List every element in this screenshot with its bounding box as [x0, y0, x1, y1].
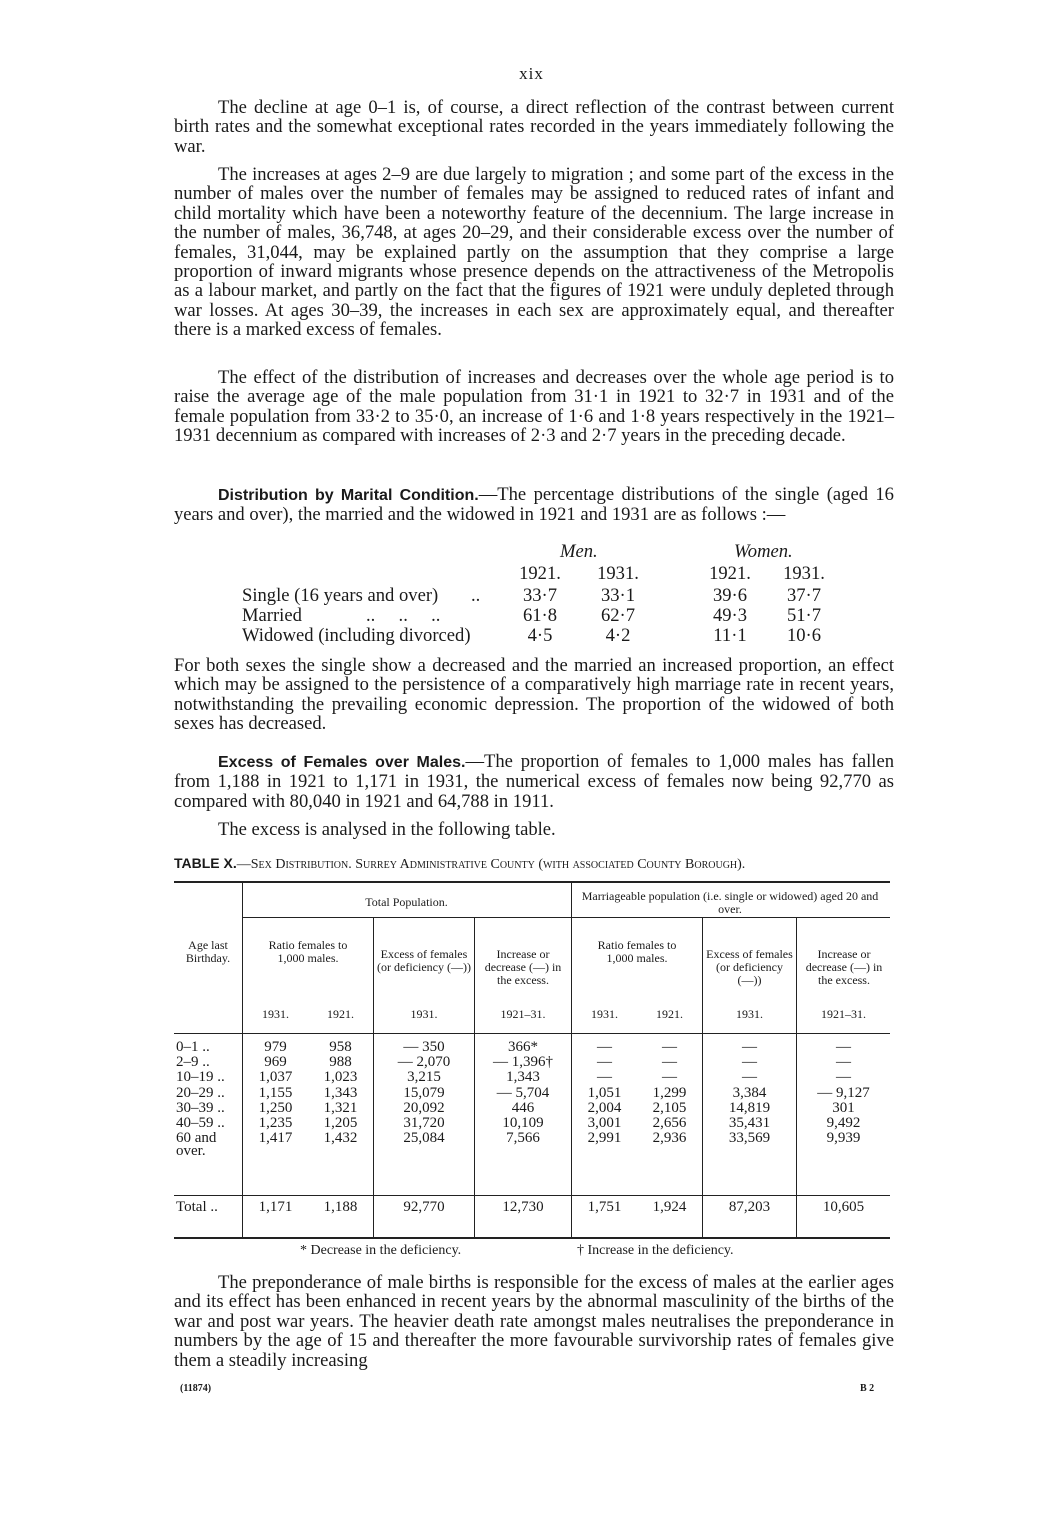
paragraph-marital-comment	[174, 656, 894, 734]
table-rule-header	[174, 1033, 890, 1034]
table-cell: — 5,704	[496, 1084, 550, 1101]
paragraph-marital-condition	[174, 485, 894, 525]
age-label: 0–1 ..	[176, 1039, 210, 1055]
table-cell: 33,569	[728, 1130, 771, 1147]
total-cell: 1,751	[587, 1199, 622, 1215]
column-header-increase: Increase or decrease (—) in the excess.	[484, 947, 562, 987]
value: 33·7	[522, 585, 558, 606]
table-cell: 1,023	[323, 1069, 358, 1086]
value: 62·7	[600, 605, 636, 626]
table-cell: 1,417	[258, 1130, 293, 1147]
table-cell: 1,299	[652, 1084, 687, 1101]
table-cell: 14,819	[728, 1099, 771, 1116]
paragraph-text: —The percentage distributions of the single (aged 16 years and over), the married and the widowed in 1921 and 1931 are as follows :—	[174, 484, 894, 526]
total-cell: 1,171	[258, 1199, 293, 1215]
column-header-excess-marriageable: Excess of females (or deficiency (—))	[706, 947, 793, 987]
group-header-marriageable: Marriageable population (i.e. single or widowed) aged 20 and over.	[581, 889, 879, 916]
table-cell: —	[742, 1054, 757, 1071]
table-row	[174, 1100, 890, 1116]
women-header: Women.	[734, 541, 793, 562]
age-label: over.	[176, 1143, 206, 1159]
table-cell: 10,109	[502, 1115, 544, 1131]
marital-row	[174, 626, 894, 646]
table-cell: 988	[329, 1054, 352, 1071]
year-label: 1921.	[656, 1007, 683, 1021]
age-label: Total ..	[176, 1199, 218, 1215]
table-cell: —	[742, 1069, 757, 1086]
age-label: 20–29 ..	[176, 1084, 225, 1101]
section-heading: Excess of Females over Males.	[218, 754, 466, 771]
value: 11·1	[713, 625, 747, 646]
row-label: Widowed (including divorced)	[242, 625, 471, 646]
table-cell: 979	[264, 1039, 287, 1055]
year-label: 1931.	[783, 563, 825, 584]
table-cell: 1,051	[587, 1084, 622, 1101]
column-header-increase-marriageable: Increase or decrease (—) in the excess.	[805, 947, 883, 987]
value: 39·6	[712, 585, 748, 606]
year-label: 1931.	[591, 1007, 618, 1021]
leader-dots: ..	[471, 585, 481, 606]
table-cell: 3,001	[587, 1115, 622, 1131]
column-header-age: Age last Birthday.	[185, 938, 231, 965]
table-cell: 3,384	[732, 1084, 767, 1101]
table-cell: 2,004	[587, 1099, 622, 1116]
row-label: Married	[242, 605, 302, 626]
table-cell: —	[597, 1069, 612, 1086]
table-cell: 35,431	[728, 1115, 771, 1131]
total-cell: 10,605	[822, 1199, 865, 1215]
paragraph-text: The preponderance of male births is responsible for the excess of males at the earlier ages and its effect has been enhanced in recent years by the abnormal masculinity of the births of the war and post war years. The heavier death rate amongst males neutralises the preponderance in numbers by the age of 15 and thereafter the more favourable survivorship rates of females give them a steadily increasing	[174, 1272, 894, 1371]
table-cell: — 2,070	[397, 1054, 451, 1071]
table-cell: 1,343	[506, 1069, 540, 1086]
value: 51·7	[786, 605, 822, 626]
column-header-excess: Excess of females (or deficiency (—))	[377, 947, 471, 974]
total-cell: 12,730	[502, 1199, 544, 1215]
paragraph-male-births	[174, 1273, 894, 1370]
total-cell: 1,924	[652, 1199, 687, 1215]
table-cell: 1,235	[258, 1115, 293, 1131]
table-cell: 969	[264, 1054, 287, 1071]
table-cell: —	[662, 1069, 677, 1086]
footnote-dagger: † Increase in the deficiency.	[577, 1243, 734, 1258]
value: 4·2	[605, 625, 631, 646]
footer-print-code: (11874)	[180, 1383, 212, 1394]
total-cell: 1,188	[323, 1199, 358, 1215]
year-label: 1931.	[410, 1007, 438, 1021]
age-label-continuation	[174, 1143, 890, 1159]
table-cell: —	[662, 1039, 677, 1055]
paragraph-age-0-1	[174, 98, 894, 156]
table-row	[174, 1054, 890, 1070]
table-rule-bottom	[174, 1237, 890, 1239]
table-cell: —	[836, 1054, 851, 1071]
table-rule-total	[174, 1195, 890, 1196]
value: 10·6	[786, 625, 822, 646]
paragraph-text: The effect of the distribution of increases and decreases over the whole age period is to raise the average age of the male population from 31·1 in 1921 to 32·7 in 1931 and of the female population from 33·2 to 35·0, an increase of 1·6 and 1·8 years respectively in the 1921–1931 decennium as compared with increases of 2·3 and 2·7 years in the preceding decade.	[174, 367, 894, 447]
section-heading: Distribution by Marital Condition.	[218, 487, 479, 504]
table-cell: —	[597, 1054, 612, 1071]
table-cell: 25,084	[403, 1130, 445, 1147]
table-cell: 2,936	[652, 1130, 687, 1147]
paragraph-text: —The proportion of females to 1,000 males has fallen from 1,188 in 1921 to 1,171 in 1931, the numerical excess of females now being 92,770 as compared with 80,040 in 1921 and 64,788 in 1911.	[174, 751, 894, 812]
page-number: xix	[519, 64, 544, 83]
year-label: 1931.	[597, 563, 639, 584]
table-row	[174, 1115, 890, 1131]
year-label: 1921–31.	[821, 1007, 866, 1021]
table-total-row	[174, 1199, 890, 1215]
value: 37·7	[786, 585, 822, 606]
age-label: 60 and	[176, 1130, 217, 1147]
table-row	[174, 1085, 890, 1101]
table-cell: 446	[511, 1099, 535, 1116]
paragraph-text: The excess is analysed in the following table.	[218, 819, 556, 840]
group-header-total: Total Population.	[365, 895, 448, 909]
table-cell: —	[597, 1039, 612, 1055]
row-label: Single (16 years and over)	[242, 585, 439, 606]
table-row	[174, 1069, 890, 1085]
table-cell: —	[742, 1039, 757, 1055]
paragraph-table-intro	[174, 820, 894, 839]
table-title: —Sex Distribution. Surrey Administrative County (with associated County Borough).	[236, 857, 746, 872]
footer-signature: B 2	[860, 1383, 875, 1394]
table-caption	[174, 855, 894, 873]
sex-distribution-table	[174, 881, 890, 1239]
column-header-ratio: Ratio females to 1,000 males.	[268, 938, 348, 965]
age-label: 30–39 ..	[176, 1099, 225, 1116]
year-label: 1921.	[709, 563, 751, 584]
value: 61·8	[522, 605, 558, 626]
year-label: 1921.	[327, 1007, 354, 1021]
table-cell: 1,321	[323, 1099, 358, 1116]
table-cell: 31,720	[403, 1115, 445, 1131]
marital-row	[174, 586, 894, 606]
table-cell: 1,155	[258, 1084, 293, 1101]
table-cell: 1,343	[323, 1084, 358, 1101]
marital-row	[174, 606, 894, 626]
table-number: TABLE X.	[174, 855, 237, 871]
table-cell: —	[662, 1054, 677, 1071]
table-cell: — 1,396†	[493, 1054, 553, 1071]
table-cell: 958	[329, 1039, 352, 1055]
leader-dots: .. .. ..	[366, 605, 441, 626]
value: 33·1	[600, 585, 636, 606]
table-row	[174, 1039, 890, 1055]
paragraph-average-age	[174, 368, 894, 446]
year-label: 1921.	[519, 563, 561, 584]
age-label: 10–19 ..	[176, 1069, 225, 1086]
footnote-star: * Decrease in the deficiency.	[300, 1243, 462, 1258]
table-cell: 1,205	[323, 1115, 358, 1131]
year-label: 1931.	[262, 1007, 289, 1021]
table-cell: 7,566	[506, 1130, 540, 1147]
value: 49·3	[712, 605, 748, 626]
age-label: 2–9 ..	[176, 1054, 210, 1071]
age-label: 40–59 ..	[176, 1115, 225, 1131]
total-cell: 92,770	[403, 1199, 445, 1215]
year-label: 1921–31.	[500, 1007, 546, 1021]
table-cell: 366*	[508, 1039, 538, 1055]
table-cell: 1,037	[258, 1069, 293, 1086]
table-cell: 15,079	[403, 1084, 445, 1101]
total-cell: 87,203	[728, 1199, 771, 1215]
table-cell: 2,656	[652, 1115, 687, 1131]
table-cell: —	[836, 1039, 851, 1055]
table-cell: 1,432	[323, 1130, 358, 1147]
paragraph-ages-2-9	[174, 165, 894, 340]
column-header-ratio-marriageable: Ratio females to 1,000 males.	[597, 938, 677, 965]
table-cell: 2,105	[652, 1099, 687, 1116]
men-header: Men.	[560, 541, 598, 562]
table-year-row	[174, 1007, 890, 1023]
table-cell: 2,991	[587, 1130, 622, 1147]
table-cell: 9,492	[826, 1115, 861, 1131]
table-cell: — 9,127	[817, 1084, 870, 1101]
table-cell: 9,939	[826, 1130, 861, 1147]
paragraph-text: The decline at age 0–1 is, of course, a direct reflection of the contrast between current birth rates and the somewhat exceptional rates recorded in the years immediately following the war.	[174, 97, 894, 157]
table-rule-top	[174, 881, 890, 883]
table-cell: — 350	[403, 1039, 445, 1055]
table-cell: 1,250	[258, 1099, 293, 1116]
paragraph-text: The increases at ages 2–9 are due largely to migration ; and some part of the excess in the number of males over the number of females may be assigned to reduced rates of infant and child mortality which have been a noteworthy feature of the decennium. The large increase in the number of males, 36,748, at ages 20–29, and their considerable excess over the number of females, 31,044, may be explained partly on the assumption that they comprise a large proportion of inward migrants whose presence depends on the attractiveness of the Metropolis as a labour market, and partly on the fact that the figures of 1921 were unduly depleted through war losses. At ages 30–39, the increases in each sex are approximately equal, and thereafter there is a marked excess of females.	[174, 164, 894, 341]
paragraph-text: For both sexes the single show a decreased and the married an increased proportion, an effect which may be assigned to the persistence of a comparatively high marriage rate in recent years, notwithstanding the prevailing economic depression. The proportion of the widowed of both sexes has decreased.	[174, 655, 894, 735]
paragraph-excess-females	[174, 752, 894, 811]
table-cell: 20,092	[403, 1099, 445, 1116]
marital-year-row	[174, 564, 894, 584]
year-label: 1931.	[736, 1007, 763, 1021]
table-cell: 3,215	[407, 1069, 441, 1086]
table-cell: —	[836, 1069, 851, 1086]
value: 4·5	[527, 625, 553, 646]
table-rule-group	[242, 917, 890, 918]
table-cell: 301	[832, 1099, 855, 1116]
